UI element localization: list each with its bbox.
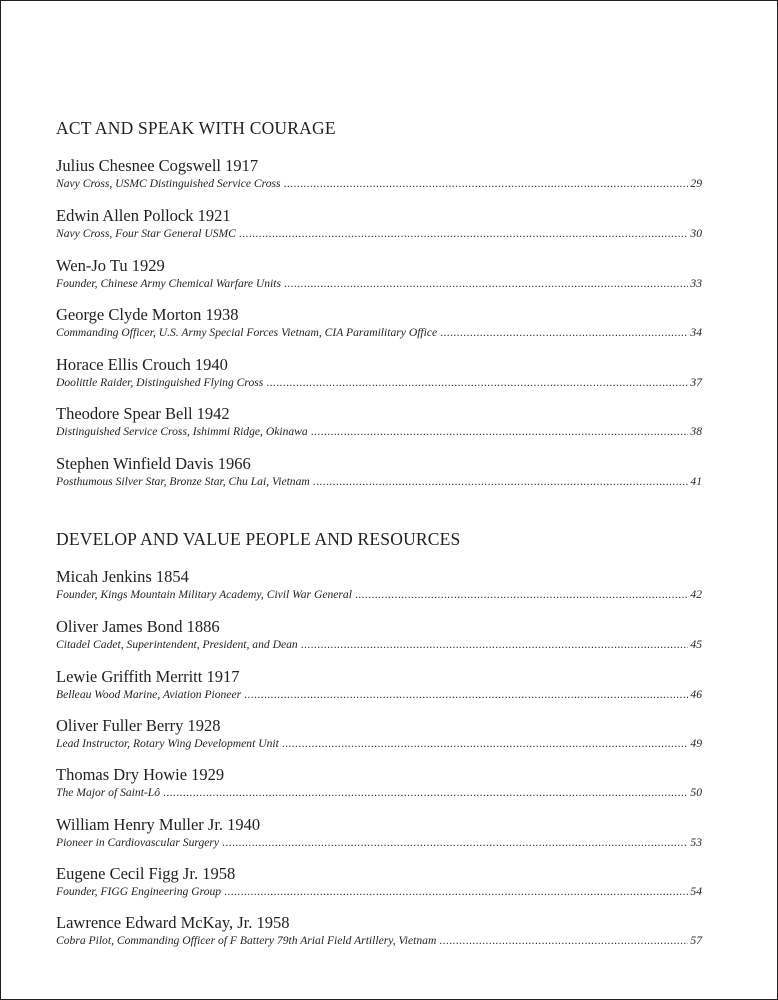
toc-entry [56,206,702,241]
toc-entry [56,256,702,291]
dot-leader [266,376,688,390]
toc-entry [56,667,702,702]
toc-entry [56,617,702,652]
toc-entry [56,404,702,439]
section-title: DEVELOP AND VALUE PEOPLE AND RESOURCES [56,529,461,549]
toc-entry [56,765,702,800]
entry-name: Horace Ellis Crouch 1940 [56,355,228,374]
entry-name: Eugene Cecil Figg Jr. 1958 [56,864,236,883]
entry-page-number: 50 [690,786,702,799]
dot-leader [282,737,689,751]
entry-line [56,885,702,899]
toc-entry [56,454,702,489]
entry-name: Edwin Allen Pollock 1921 [56,206,231,225]
entry-description: Cobra Pilot, Commanding Officer of F Battery 79th Arial Field Artillery, Vietnam [56,934,437,947]
entry-line [56,326,702,340]
entry-name: Wen-Jo Tu 1929 [56,256,165,275]
entry-name: Lawrence Edward McKay, Jr. 1958 [56,913,290,932]
entry-line [56,177,702,191]
entry-description: Belleau Wood Marine, Aviation Pioneer [56,688,242,701]
entry-page-number: 37 [690,376,702,389]
entry-page-number: 45 [690,638,702,651]
entry-page-number: 46 [690,688,702,701]
dot-leader [284,177,689,191]
entry-description: Lead Instructor, Rotary Wing Development Unit [56,737,279,750]
entry-description: Navy Cross, USMC Distinguished Service Cross [56,177,281,190]
entry-page-number: 38 [690,425,702,438]
entry-line [56,786,702,800]
entry-name: Thomas Dry Howie 1929 [56,765,225,784]
toc-entry [56,305,702,340]
dot-leader [224,885,688,899]
entry-name: Micah Jenkins 1854 [56,567,189,586]
entry-name: Julius Chesnee Cogswell 1917 [56,156,259,175]
entry-page-number: 30 [690,227,702,240]
entry-page-number: 54 [690,885,702,898]
toc-entry [56,156,702,191]
entry-description: Founder, Kings Mountain Military Academy, Civil War General [56,588,352,601]
entry-description: Founder, Chinese Army Chemical Warfare Units [56,277,281,290]
entry-description: The Major of Saint-Lô [56,786,161,799]
entry-description: Commanding Officer, U.S. Army Special Forces Vietnam, CIA Paramilitary Office [56,326,438,339]
entry-page-number: 41 [690,475,702,488]
entry-line [56,638,702,652]
entry-line [56,588,702,602]
entry-line [56,737,702,751]
dot-leader [244,688,688,702]
dot-leader [163,786,688,800]
entry-name: William Henry Muller Jr. 1940 [56,815,261,834]
entry-description: Posthumous Silver Star, Bronze Star, Chu Lai, Vietnam [56,475,310,488]
toc-entry [56,864,702,899]
dot-leader [355,588,688,602]
entry-description: Citadel Cadet, Superintendent, President, and Dean [56,638,298,651]
entry-page-number: 49 [690,737,702,750]
dot-leader [301,638,689,652]
entry-page-number: 57 [690,934,702,947]
entry-line [56,376,702,390]
entry-page-number: 29 [690,177,702,190]
dot-leader [222,836,688,850]
toc-entry [56,913,702,948]
entry-description: Distinguished Service Cross, Ishimmi Ridge, Okinawa [56,425,308,438]
entry-line [56,277,702,291]
entry-line [56,475,702,489]
entry-name: George Clyde Morton 1938 [56,305,239,324]
toc-entry [56,355,702,390]
entry-line [56,688,702,702]
entry-page-number: 34 [690,326,702,339]
dot-leader [284,277,688,291]
dot-leader [239,227,688,241]
entry-line [56,227,702,241]
entry-name: Stephen Winfield Davis 1966 [56,454,251,473]
dot-leader [440,326,688,340]
dot-leader [439,934,688,948]
entry-page-number: 53 [690,836,702,849]
dot-leader [311,425,689,439]
entry-line [56,425,702,439]
entry-line [56,934,702,948]
entry-description: Navy Cross, Four Star General USMC [56,227,236,240]
entry-name: Theodore Spear Bell 1942 [56,404,230,423]
entry-name: Oliver Fuller Berry 1928 [56,716,221,735]
entry-line [56,836,702,850]
entry-page-number: 33 [690,277,702,290]
entry-description: Pioneer in Cardiovascular Surgery [56,836,220,849]
dot-leader [313,475,689,489]
entry-page-number: 42 [690,588,702,601]
toc-entry [56,815,702,850]
entry-description: Doolittle Raider, Distinguished Flying Cross [56,376,264,389]
entry-name: Lewie Griffith Merritt 1917 [56,667,240,686]
toc-entry [56,716,702,751]
toc-entry [56,567,702,602]
entry-description: Founder, FIGG Engineering Group [56,885,222,898]
section-title: ACT AND SPEAK WITH COURAGE [56,118,336,138]
entry-name: Oliver James Bond 1886 [56,617,220,636]
